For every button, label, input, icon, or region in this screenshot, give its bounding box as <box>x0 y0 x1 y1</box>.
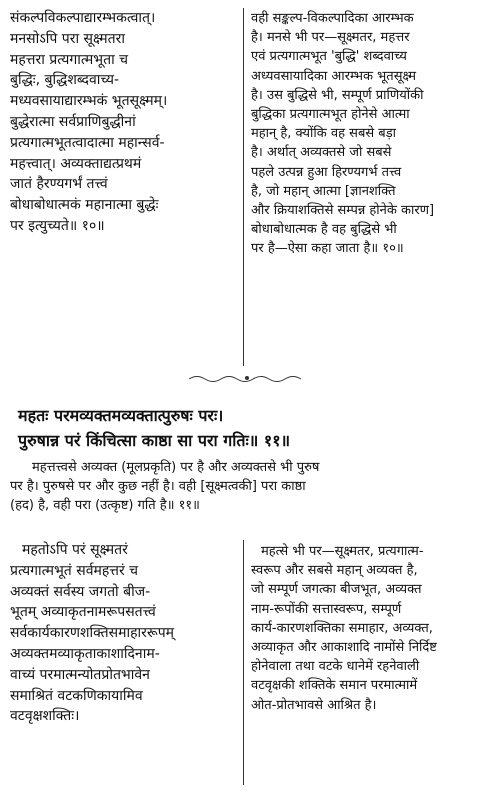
translation-line: महत्तत्त्वसे अव्यक्त (मूलप्रकृति) पर है और अव्यक्तसे भी पुरुष <box>32 460 320 475</box>
verse-11-translation <box>10 458 485 516</box>
verse-11 <box>10 403 485 453</box>
hindi-translation-top <box>251 9 485 259</box>
hindi-line: एवं प्रत्यगात्मभूत 'बुद्धि' शब्दवाच्य <box>251 49 407 65</box>
hindi-line: महान् है, क्योंकि वह सबसे बड़ा <box>251 126 397 142</box>
hindi-line: वही सङ्कल्प-विकल्पादिका आरम्भक <box>251 11 414 26</box>
hindi-line: है। मनसे भी पर—सूक्ष्मतर, महत्तर <box>251 30 410 46</box>
hindi-line: अव्याकृत और आकाशादि नामोंसे निर्दिष्ट <box>251 640 437 656</box>
hindi-line: और क्रियाशक्तिसे सम्पन्न होनेके कारण] <box>251 203 435 219</box>
hindi-line: अध्यवसायादिका आरम्भक भूतसूक्ष्म <box>251 68 417 84</box>
hindi-line: है। अर्थात् अव्यक्तसे जो सबसे <box>251 145 392 161</box>
sanskrit-line: वाच्यं परमात्मन्योतप्रोतभावेन <box>10 666 150 683</box>
sanskrit-line: अव्यक्तमव्याकृताकाशादिनाम- <box>10 645 160 662</box>
hindi-line: है। उस बुद्धिसे भी, सम्पूर्ण प्राणियोंकी <box>251 87 424 103</box>
hindi-line: ओत-प्रोतभावसे आश्रित है। <box>251 697 377 713</box>
sanskrit-line: बोधाबोधात्मकं महानात्मा बुद्धेः <box>10 197 159 214</box>
sanskrit-line: महत्त्वात्। अव्यक्ताद्यत्प्रथमं <box>10 155 142 172</box>
hindi-line: स्वरूप और सबसे महान् अव्यक्त है, <box>251 563 418 579</box>
column-divider <box>243 8 244 366</box>
hindi-line: पहले उत्पन्न हुआ हिरण्यगर्भ तत्त्व <box>251 164 402 180</box>
hindi-line: नाम-रूपोंकी सत्तास्वरूप, सम्पूर्ण <box>251 601 402 617</box>
sanskrit-line: बुद्धिः, बुद्धिशब्दवाच्य- <box>10 72 120 89</box>
sanskrit-line: भूतम् अव्याकृतनामरूपसतत्त्वं <box>10 604 156 621</box>
sanskrit-line: मनसोऽपि परा सूक्ष्मतरा <box>10 30 125 47</box>
hindi-line: है, जो महान् आत्मा [ज्ञानशक्ति <box>251 183 396 199</box>
hindi-line: महत्से भी पर—सूक्ष्मतर, प्रत्यगात्म- <box>261 544 424 559</box>
sanskrit-line: प्रत्यगात्मभूतं सर्वमहत्तरं च <box>10 562 139 579</box>
sanskrit-line: बुद्धेरात्मा सर्वप्राणिबुद्धीनां <box>10 113 136 130</box>
section-ornament <box>0 373 493 386</box>
sanskrit-line: मध्यवसायाद्यारम्भकं भूतसूक्ष्मम्। <box>10 93 168 110</box>
column-divider <box>243 540 244 785</box>
sanskrit-line: संकल्पविकल्पाद्यारम्भकत्वात्। <box>10 10 156 26</box>
translation-line: (हद) है, वही परा (उत्कृष्ट) गति है॥ ११॥ <box>10 498 200 514</box>
sanskrit-line: समाश्रितं वटकणिकायामिव <box>10 687 143 704</box>
hindi-line: जो सम्पूर्ण जगत्का बीजभूत, अव्यक्त <box>251 582 422 598</box>
hindi-translation-bottom <box>251 542 485 715</box>
hindi-line: बोधाबोधात्मक है वह बुद्धिसे भी <box>251 222 397 238</box>
verse-line: पुरुषान्न परं किंचित्सा काष्ठा सा परा गतिः॥ ११॥ <box>18 431 291 450</box>
sanskrit-commentary-bottom <box>10 540 238 727</box>
hindi-line: बुद्धिका प्रत्यगात्मभूत होनेसे आत्मा <box>251 107 410 123</box>
translation-line: पर है। पुरुषसे पर और कुछ नहीं है। वही [सूक्ष्मत्वकी] परा काष्ठा <box>10 479 306 495</box>
sanskrit-line: महत्तरा प्रत्यगात्मभूता च <box>10 51 129 68</box>
hindi-line: कार्य-कारणशक्तिका समाहार, अव्यक्त, <box>251 620 433 636</box>
sanskrit-line: जातं हैरण्यगर्भं तत्त्वं <box>10 176 108 193</box>
sanskrit-commentary-top <box>10 8 236 237</box>
verse-line: महतः परमव्यक्तमव्यक्तात्पुरुषः परः। <box>18 406 224 425</box>
sanskrit-line: वटवृक्षशक्तिः। <box>10 708 80 725</box>
hindi-line: पर है—ऐसा कहा जाता है॥ १०॥ <box>251 241 404 257</box>
sanskrit-line: महतोऽपि परं सूक्ष्मतरं <box>22 542 128 558</box>
hindi-line: वटवृक्षकी शक्तिके समान परमात्मामें <box>251 678 418 694</box>
sanskrit-line: अव्यक्तं सर्वस्य जगतो बीज- <box>10 583 151 600</box>
sanskrit-line: पर इत्युच्यते॥ १०॥ <box>10 217 105 234</box>
sanskrit-line: प्रत्यगात्मभूतत्वादात्मा महान्सर्व- <box>10 134 165 151</box>
hindi-line: होनेवाला तथा वटके धानेमें रहनेवाली <box>251 659 420 675</box>
sanskrit-line: सर्वकार्यकारणशक्तिसमाहाररूपम् <box>10 625 175 642</box>
